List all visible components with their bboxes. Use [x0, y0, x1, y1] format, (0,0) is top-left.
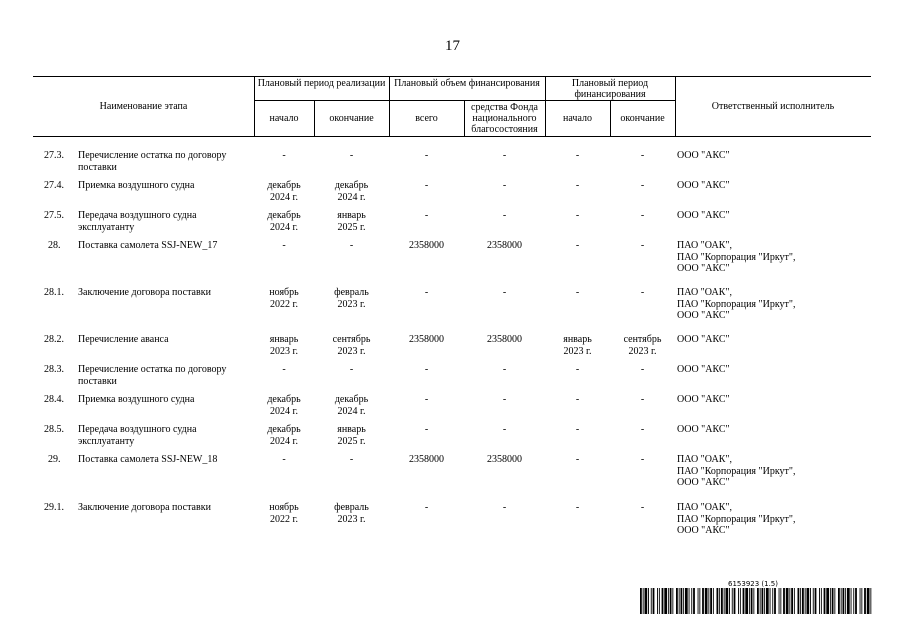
row-fin-start: -: [575, 210, 580, 221]
row-end: февраль 2023 г.: [334, 287, 369, 310]
row-end: -: [349, 240, 354, 251]
row-fin-end: -: [640, 240, 645, 251]
row-fund: 2358000: [487, 454, 522, 465]
row-number: 28.: [48, 240, 61, 251]
row-stage-name: Передача воздушного судна эксплуатанту: [78, 210, 197, 233]
barcode-number: 6153923 (1.5): [728, 580, 778, 588]
header-bottom-rule: [33, 136, 871, 137]
row-responsible: ООО "АКС": [677, 150, 730, 161]
row-total: -: [424, 150, 429, 161]
row-fin-start: -: [575, 287, 580, 298]
row-responsible: ООО "АКС": [677, 334, 730, 345]
row-fund: -: [502, 394, 507, 405]
row-fin-end: -: [640, 210, 645, 221]
row-start: -: [282, 240, 286, 251]
row-responsible: ПАО "ОАК", ПАО "Корпорация "Иркут", ООО "АКС": [677, 240, 796, 274]
row-fin-end: -: [640, 454, 645, 465]
row-start: декабрь 2024 г.: [267, 394, 301, 417]
header-total: всего: [415, 113, 438, 124]
row-end: декабрь 2024 г.: [334, 180, 369, 203]
row-number: 27.3.: [44, 150, 64, 161]
row-end: -: [349, 454, 354, 465]
row-start: декабрь 2024 г.: [267, 180, 301, 203]
row-end: январь 2025 г.: [337, 424, 366, 447]
row-total: -: [424, 287, 429, 298]
row-fund: -: [502, 364, 507, 375]
row-fin-end: -: [640, 502, 645, 513]
row-number: 28.5.: [44, 424, 64, 435]
row-fin-start: -: [575, 454, 580, 465]
row-stage-name: Перечисление аванса: [78, 334, 169, 345]
header-responsible: Ответственный исполнитель: [711, 101, 835, 112]
header-nwf: средства Фонда национального благосостояния: [471, 102, 538, 135]
row-total: 2358000: [409, 240, 444, 251]
header-planned-period: Плановый период реализации: [257, 78, 386, 89]
row-stage-name: Приемка воздушного судна: [78, 394, 195, 405]
row-number: 28.4.: [44, 394, 64, 405]
row-stage-name: Заключение договора поставки: [78, 287, 211, 298]
row-number: 29.1.: [44, 502, 64, 513]
row-responsible: ПАО "ОАК", ПАО "Корпорация "Иркут", ООО "АКС": [677, 454, 796, 488]
row-total: -: [424, 394, 429, 405]
row-number: 27.5.: [44, 210, 64, 221]
row-total: -: [424, 180, 429, 191]
row-responsible: ООО "АКС": [677, 180, 730, 191]
row-end: -: [349, 364, 354, 375]
row-number: 27.4.: [44, 180, 64, 191]
header-planned-volume: Плановый объем финансирования: [394, 78, 540, 89]
row-total: -: [424, 502, 429, 513]
row-responsible: ПАО "ОАК", ПАО "Корпорация "Иркут", ООО "АКС": [677, 502, 796, 536]
header-stage-name: Наименование этапа: [99, 101, 188, 112]
header-start: начало: [269, 113, 299, 124]
row-fund: -: [502, 210, 507, 221]
barcode-image: [640, 588, 872, 614]
row-end: февраль 2023 г.: [334, 502, 369, 525]
row-number: 29.: [48, 454, 61, 465]
page-number: 17: [445, 38, 460, 54]
row-total: -: [424, 210, 429, 221]
row-fin-end: -: [640, 394, 645, 405]
row-responsible: ПАО "ОАК", ПАО "Корпорация "Иркут", ООО "АКС": [677, 287, 796, 321]
header-sub-rule-1: [254, 100, 389, 101]
row-number: 28.1.: [44, 287, 64, 298]
header-end: окончание: [329, 113, 374, 124]
row-number: 28.3.: [44, 364, 64, 375]
row-fin-end: -: [640, 180, 645, 191]
row-fin-start: -: [575, 502, 580, 513]
row-stage-name: Передача воздушного судна эксплуатанту: [78, 424, 197, 447]
row-stage-name: Заключение договора поставки: [78, 502, 211, 513]
row-fin-start: -: [575, 180, 580, 191]
row-fin-end: -: [640, 287, 645, 298]
row-stage-name: Приемка воздушного судна: [78, 180, 195, 191]
row-fin-end: -: [640, 364, 645, 375]
row-start: ноябрь 2022 г.: [269, 502, 299, 525]
row-responsible: ООО "АКС": [677, 210, 730, 221]
row-fund: -: [502, 502, 507, 513]
row-stage-name: Перечисление остатка по договору поставки: [78, 364, 227, 387]
row-fund: -: [502, 287, 507, 298]
row-start: -: [282, 454, 286, 465]
row-fin-end: -: [640, 424, 645, 435]
row-start: декабрь 2024 г.: [267, 424, 301, 447]
row-fin-start: -: [575, 424, 580, 435]
row-start: -: [282, 150, 286, 161]
header-fin-start: начало: [563, 113, 592, 124]
header-financing-period: Плановый период финансирования: [571, 78, 649, 100]
row-number: 28.2.: [44, 334, 64, 345]
row-end: январь 2025 г.: [337, 210, 366, 233]
row-fund: 2358000: [487, 334, 522, 345]
row-responsible: ООО "АКС": [677, 364, 730, 375]
row-total: -: [424, 424, 429, 435]
row-stage-name: Перечисление остатка по договору поставки: [78, 150, 227, 173]
row-total: 2358000: [409, 454, 444, 465]
row-start: ноябрь 2022 г.: [269, 287, 299, 310]
header-fin-end: окончание: [620, 113, 665, 124]
row-fund: 2358000: [487, 240, 522, 251]
row-fund: -: [502, 180, 507, 191]
row-start: декабрь 2024 г.: [267, 210, 301, 233]
header-sub-rule-2: [389, 100, 545, 101]
row-fin-start: -: [575, 364, 580, 375]
row-fund: -: [502, 150, 507, 161]
row-stage-name: Поставка самолета SSJ-NEW_17: [78, 240, 218, 251]
row-total: -: [424, 364, 429, 375]
row-fund: -: [502, 424, 507, 435]
row-responsible: ООО "АКС": [677, 394, 730, 405]
row-fin-start: -: [575, 394, 580, 405]
row-start: -: [282, 364, 286, 375]
row-fin-end: -: [640, 150, 645, 161]
row-total: 2358000: [409, 334, 444, 345]
header-top-rule: [33, 76, 871, 77]
row-end: сентябрь 2023 г.: [332, 334, 371, 357]
row-start: январь 2023 г.: [269, 334, 299, 357]
row-fin-end: сентябрь 2023 г.: [623, 334, 662, 357]
row-fin-start: январь 2023 г.: [563, 334, 592, 357]
row-stage-name: Поставка самолета SSJ-NEW_18: [78, 454, 218, 465]
row-fin-start: -: [575, 150, 580, 161]
row-responsible: ООО "АКС": [677, 424, 730, 435]
row-fin-start: -: [575, 240, 580, 251]
row-end: -: [349, 150, 354, 161]
row-end: декабрь 2024 г.: [334, 394, 369, 417]
